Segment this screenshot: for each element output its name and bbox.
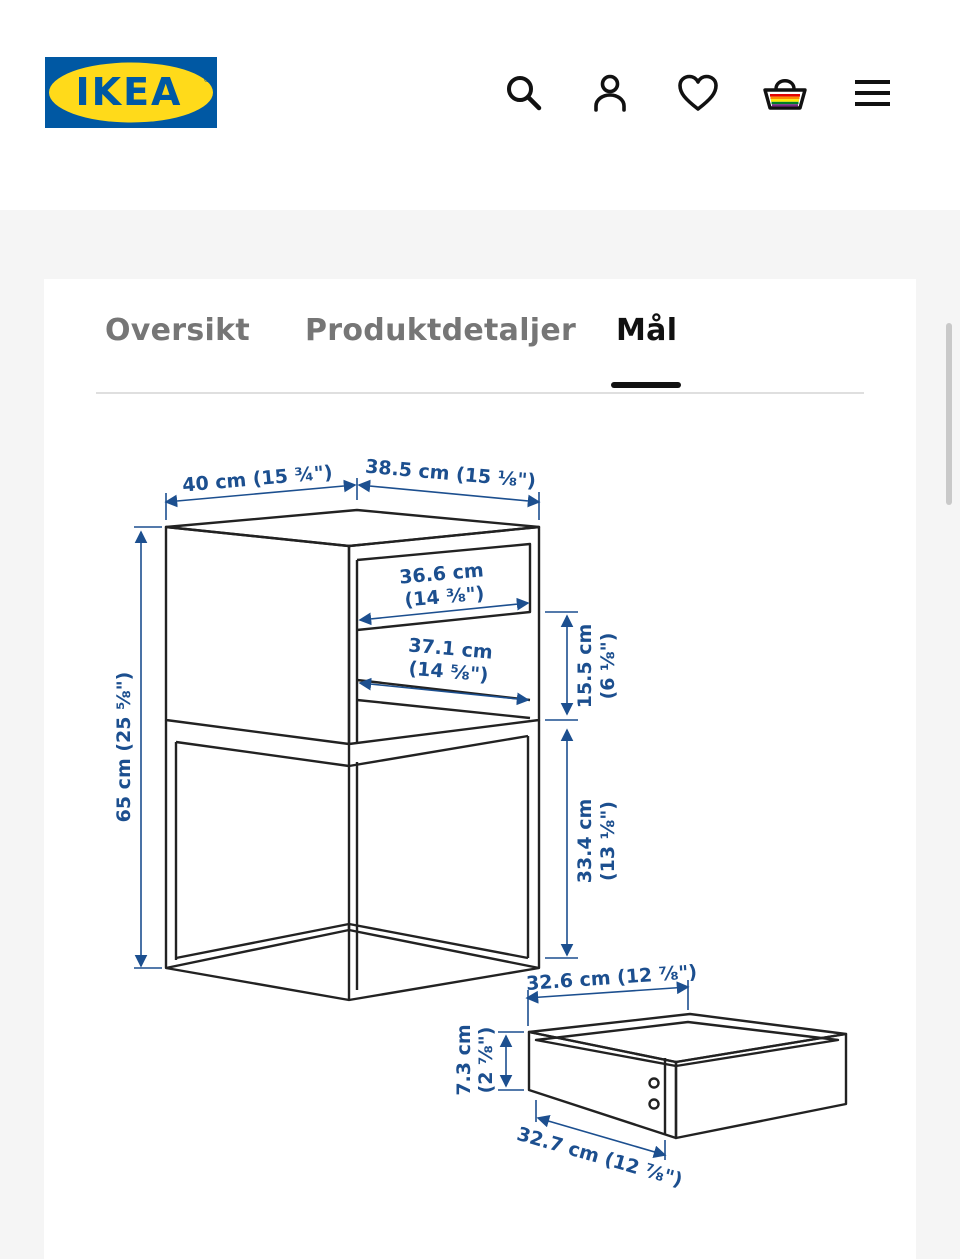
tab-product-details[interactable]: Produktdetaljer: [305, 313, 577, 348]
scrollbar[interactable]: [946, 323, 952, 505]
width-label: 40 cm (15 ¾"): [181, 461, 334, 497]
drawer-height-cm: 7.3 cm: [453, 1024, 475, 1096]
drawer-width-label: 32.7 cm (12 ⅞"): [514, 1123, 685, 1192]
shelf-width-in: (14 ⅝"): [407, 657, 490, 687]
shelf-width-cm: 37.1 cm: [407, 634, 494, 664]
shelf-height-cm: 15.5 cm: [574, 623, 596, 709]
logo-text: IKEA: [75, 70, 183, 114]
depth-label: 38.5 cm (15 ⅛"): [364, 455, 537, 493]
drawer-depth-label: 32.6 cm (12 ⅞"): [525, 961, 698, 995]
height-label: 65 cm (25 ⅝"): [113, 671, 135, 823]
drawer-inner-width-cm: 36.6 cm: [398, 559, 485, 589]
tab-overview[interactable]: Oversikt: [105, 313, 251, 348]
tab-dimensions[interactable]: Mål: [616, 313, 678, 348]
leg-height-in: (13 ⅛"): [597, 801, 619, 881]
leg-height-cm: 33.4 cm: [574, 798, 596, 884]
svg-text:®: ®: [203, 75, 211, 84]
shelf-height-in: (6 ⅛"): [597, 632, 619, 700]
drawer-outline: [529, 1014, 846, 1138]
dimension-labels: [113, 456, 698, 1192]
drawer-inner-width-in: (14 ⅜"): [403, 582, 486, 612]
drawer-height-in: (2 ⅞"): [475, 1026, 497, 1094]
